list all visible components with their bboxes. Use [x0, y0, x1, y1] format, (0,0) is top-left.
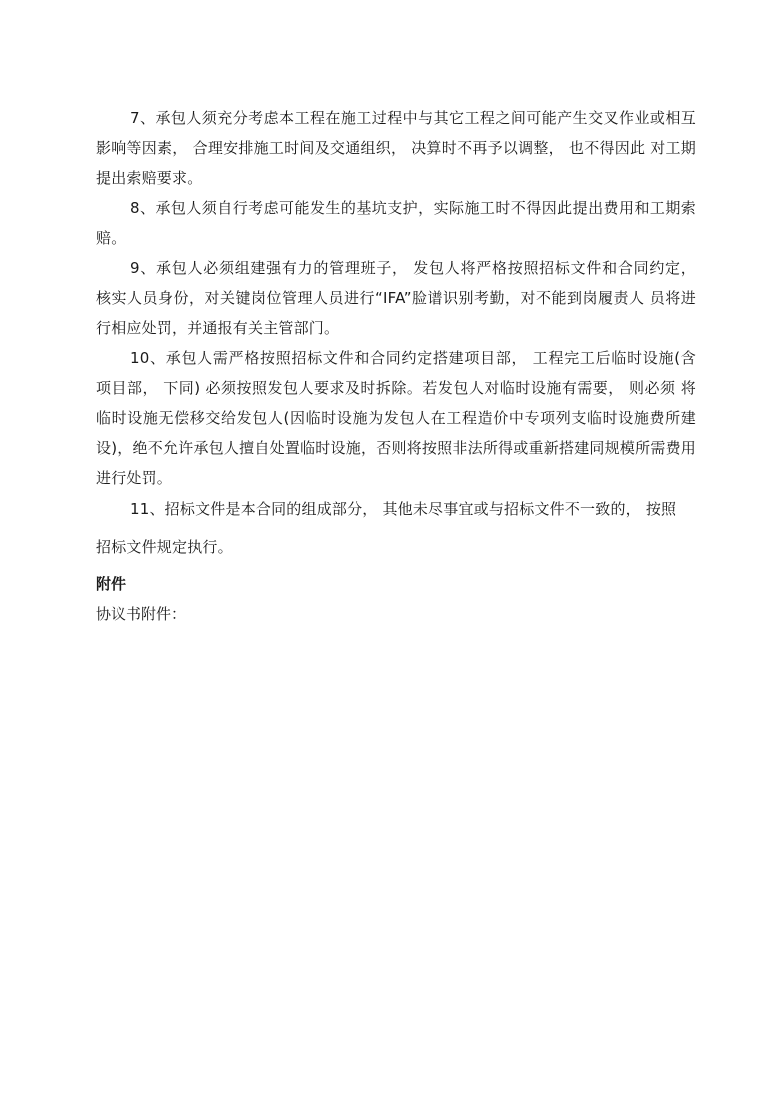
clause-8: 8、承包人须自行考虑可能发生的基坑支护，实际施工时不得因此提出费用和工期索赔。 [96, 199, 696, 247]
clause-9: 9、承包人必须组建强有力的管理班子， 发包人将严格按照招标文件和合同约定， 核实人员身份，对关键岗位管理人员进行“IFA”脸谱识别考勤，对不能到岗履责人 员将进行相应处罚，并通报有关主管部门。 [96, 259, 696, 337]
attachment-heading: 附件 [96, 575, 127, 593]
attachment-label: 协议书附件： [96, 605, 187, 623]
document-body [96, 103, 696, 629]
clause-7: 7、承包人须充分考虑本工程在施工过程中与其它工程之间可能产生交叉作业或相互影响等因素， 合理安排施工时间及交通组织， 决算时不再予以调整， 也不得因此 对工期提出索赔要求。 [96, 109, 696, 187]
clause-11-line1: 11、招标文件是本合同的组成部分， 其他未尽事宜或与招标文件不一致的， 按照 [130, 500, 677, 518]
clause-11-line2: 招标文件规定执行。 [96, 538, 233, 556]
clause-10: 10、承包人需严格按照招标文件和合同约定搭建项目部， 工程完工后临时设施(含 项目部， 下同) 必须按照发包人要求及时拆除。若发包人对临时设施有需要， 则必须 将临时设施无偿移交给发包人(因临时设施为发包人在工程造价中专项列支临时设施费所建设)，绝不允许承包人擅自处置临时设施，否则将按照非法所得或重新搭建同规模所需费用进行处罚。 [96, 349, 696, 487]
clause-11 [96, 493, 696, 563]
